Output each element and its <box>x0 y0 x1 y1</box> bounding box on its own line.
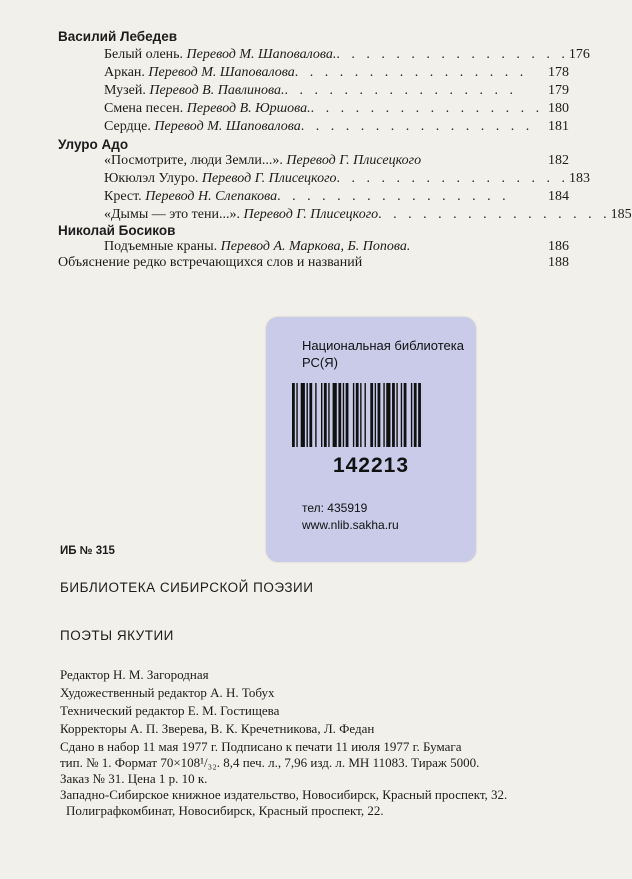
imprint-line: Сдано в набор 11 мая 1977 г. Подписано к печати 11 июля 1977 г. Бумага <box>60 739 462 754</box>
toc-entry-page: 183 <box>569 171 591 186</box>
credit-line: Технический редактор Е. М. Гостищева <box>60 703 280 718</box>
library-stamp <box>266 317 476 562</box>
toc-entry-title: Юкюлэл Улуро. <box>104 171 199 186</box>
toc-entry-translator: Перевод В. Павлинова. <box>149 83 285 98</box>
toc-entry <box>104 100 569 117</box>
series-title: БИБЛИОТЕКА СИБИРСКОЙ ПОЭЗИИ <box>60 580 314 595</box>
leader-dots: . . . . . . . . . . . . . . . . <box>378 207 611 222</box>
toc-entry-translator: Перевод М. Шаповалова. <box>186 47 337 62</box>
toc-entry-page: 185 <box>610 207 632 222</box>
toc-entry-title: Аркан. <box>104 65 145 80</box>
toc-entry-translator: Перевод М. Шаповалова <box>154 119 301 134</box>
toc-author: Улуро Адо <box>58 137 129 152</box>
toc-entry-translator: Перевод Г. Плисецкого <box>243 207 379 222</box>
toc-entry-translator: Перевод Г. Плисецкого <box>201 171 337 186</box>
toc-author: Николай Босиков <box>58 223 176 238</box>
stamp-phone: тел: 435919 <box>302 501 368 515</box>
toc-entry <box>104 64 569 81</box>
toc-entry <box>104 206 632 223</box>
credit-line: Художественный редактор А. Н. Тобух <box>60 685 275 700</box>
imprint-line: Заказ № 31. Цена 1 р. 10 к. <box>60 771 208 786</box>
toc-entry <box>104 170 591 187</box>
toc-entry-page: 182 <box>548 153 569 168</box>
toc-entry-translator: Перевод Г. Плисецкого <box>286 153 422 168</box>
publisher-line: Западно-Сибирское книжное издательство, Новосибирск, Красный проспект, 32. <box>60 787 508 802</box>
leader-dots: . . . . . . . . . . . . . . . . <box>294 65 528 80</box>
leader-dots: . . . . . . . . . . . . . . . . <box>300 119 534 134</box>
toc-author: Василий Лебедев <box>58 29 178 44</box>
toc-entry-page: 178 <box>548 65 569 80</box>
book-title: ПОЭТЫ ЯКУТИИ <box>60 628 174 643</box>
stamp-library-name: Национальная библиотека РС(Я) <box>302 338 464 370</box>
toc-entry-page: 180 <box>548 101 569 116</box>
toc-entry-title: Белый олень. <box>104 47 184 62</box>
glossary-page: 188 <box>548 255 569 270</box>
stamp-website: www.nlib.sakha.ru <box>302 518 399 532</box>
toc-entry-translator: Перевод В. Юршова. <box>186 101 311 116</box>
toc-entry-page: 181 <box>548 119 569 134</box>
toc-entry-title: Крест. <box>104 189 142 204</box>
stamp-number: 142213 <box>332 454 410 477</box>
toc-entry <box>104 188 569 205</box>
toc-entry <box>104 152 569 169</box>
barcode <box>292 383 464 447</box>
toc-entry-title: Подъемные краны. <box>104 239 218 254</box>
credit-line: Редактор Н. М. Загородная <box>60 667 209 682</box>
toc-entry-page: 176 <box>568 47 590 62</box>
toc-entry-title: «Посмотрите, люди Земли...». <box>104 153 283 168</box>
toc-entry-page: 184 <box>548 189 569 204</box>
toc-entry-translator: Перевод М. Шаповалова <box>148 65 295 80</box>
toc-glossary <box>58 254 569 271</box>
toc-entry-title: «Дымы — это тени...». <box>104 207 240 222</box>
leader-dots <box>362 254 525 271</box>
toc-entry <box>104 118 569 135</box>
toc-entry-title: Смена песен. <box>104 101 184 116</box>
toc-entry-translator: Перевод Н. Слепакова <box>145 189 278 204</box>
leader-dots <box>410 238 525 255</box>
toc-entry <box>104 238 569 255</box>
toc-entry-page: 179 <box>548 83 569 98</box>
toc-entry-title: Музей. <box>104 83 146 98</box>
toc-entry-title: Сердце. <box>104 119 151 134</box>
toc-entry-page: 186 <box>548 239 569 254</box>
toc-entry <box>104 82 569 99</box>
leader-dots: . . . . . . . . . . . . . . . . <box>277 189 510 204</box>
ib-number: ИБ № 315 <box>60 545 115 557</box>
leader-dots: . . . . . . . . . . . . . . . . <box>310 101 544 116</box>
toc-entry <box>104 46 590 63</box>
leader-dots: . . . . . . . . . . . . . . . . <box>336 47 569 62</box>
publisher-line: Полиграфкомбинат, Новосибирск, Красный проспект, 22. <box>66 803 384 818</box>
imprint-line: тип. № 1. Формат 70×108¹/₃₂. 8,4 печ. л., 7,96 изд. л. МН 11083. Тираж 5000. <box>60 755 480 770</box>
leader-dots: . . . . . . . . . . . . . . . . <box>336 171 570 186</box>
leader-dots <box>421 152 525 169</box>
glossary-title: Объяснение редко встречающихся слов и названий <box>58 255 363 270</box>
credit-line: Корректоры А. П. Зверева, В. К. Кречетникова, Л. Федан <box>60 721 375 736</box>
leader-dots: . . . . . . . . . . . . . . . . <box>284 83 517 98</box>
toc-entry-translator: Перевод А. Маркова, Б. Попова. <box>220 239 411 254</box>
